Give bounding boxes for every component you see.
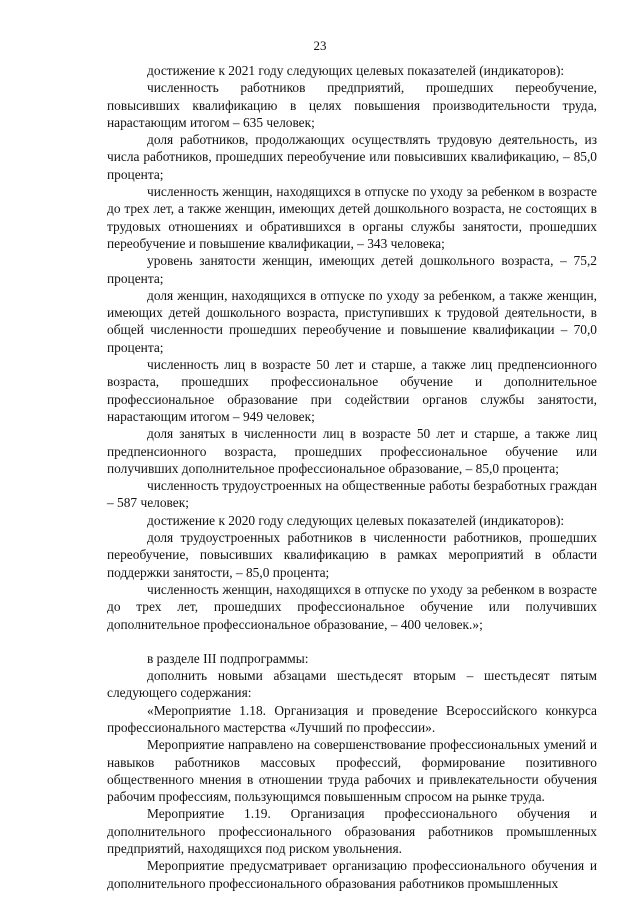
paragraph: доля трудоустроенных работников в численности работников, прошедших переобучение, повысивших квалификацию в рамках мероприятий в области поддержки занятости, – 85,0 процента; [107,530,597,580]
paragraph: достижение к 2020 году следующих целевых показателей (индикаторов): [147,512,565,528]
paragraph: Мероприятие 1.19. Организация профессионального обучения и дополнительного профессионального образования работников промышленных предприятий, находящихся под риском увольнения. [107,806,597,857]
paragraph: численность лиц в возрасте 50 лет и старше, а также лиц предпенсионного возраста, прошедших профессиональное обучение и дополнительное профессиональное образование при содействии органов службы занятости, нарастающим итогом – 949 человек; [107,357,597,424]
paragraph: уровень занятости женщин, имеющих детей дошкольного возраста, – 75,2 процента; [107,253,597,286]
paragraph: Мероприятие предусматривает организацию профессионального обучения и дополнительного профессионального образования работников промышленных [107,858,597,891]
paragraph: численность женщин, находящихся в отпуске по уходу за ребенком в возрасте до трех лет, прошедших профессиональное обучение или получивших дополнительное профессиональное образование, – 400 человек.»; [107,581,597,632]
page-number: 23 [313,38,327,53]
paragraph: численность трудоустроенных на общественные работы безработных граждан – 587 человек; [107,478,597,511]
paragraph: в разделе III подпрограммы: [147,650,309,666]
paragraph: численность работников предприятий, прошедших переобучение, повысивших квалификацию в целях повышения производительности труда, нарастающим итогом – 635 человек; [107,80,597,130]
paragraph: доля женщин, находящихся в отпуске по уходу за ребенком, а также женщин, имеющих детей дошкольного возраста, приступивших к трудовой деятельности, в общей численности прошедших переобучение и повышение квалификации – 70,0 процента; [107,287,597,355]
paragraph: численность женщин, находящихся в отпуске по уходу за ребенком в возрасте до трех лет, а также женщин, имеющих детей дошкольного возраста, не состоящих в трудовых отношениях и обратившихся в органы службы занятости, прошедших переобучение и повышение квалификации, – 343 человека; [107,184,597,251]
document-body [107,62,597,892]
paragraph: Мероприятие направлено на совершенствование профессиональных умений и навыков работников массовых профессий, формирование позитивного общественного мнения в отношении труда рабочих и привлекательности обучения рабочим профессиям, пользующимся повышенным спросом на рынке труда. [107,737,597,805]
paragraph: «Мероприятие 1.18. Организация и проведение Всероссийского конкурса профессионального мастерства «Лучший по профессии». [107,702,597,735]
paragraph: доля занятых в численности лиц в возрасте 50 лет и старше, а также лиц предпенсионного возраста, прошедших профессиональное обучение или получивших дополнительное профессиональное образование, – 85,0 процента; [107,426,597,476]
paragraph: доля работников, продолжающих осуществлять трудовую деятельность, из числа работников, прошедших переобучение или повысивших квалификацию, – 85,0 процента; [107,132,597,182]
paragraph: достижение к 2021 году следующих целевых показателей (индикаторов): [147,63,565,78]
paragraph: дополнить новыми абзацами шестьдесят вторым – шестьдесят пятым следующего содержания: [107,668,597,701]
